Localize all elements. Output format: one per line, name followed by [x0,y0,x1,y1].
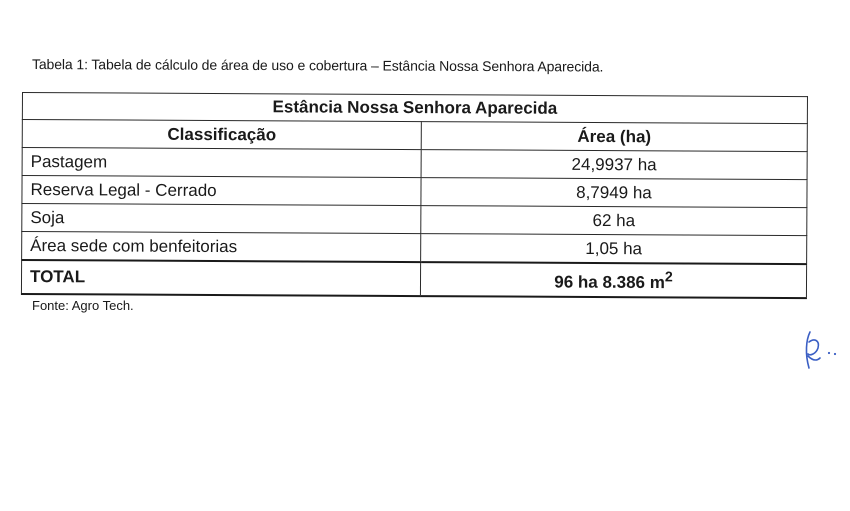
area-table [21,92,808,299]
row-classification: Área sede com benfeitorias [22,232,421,263]
table-header-row [22,120,807,152]
table-source: Fonte: Agro Tech. [32,298,134,313]
row-classification: Pastagem [22,148,421,178]
total-unit-superscript: 2 [664,269,673,286]
area-table-container [21,92,808,299]
row-classification: Soja [22,204,421,234]
table-title-row [22,93,807,124]
row-area: 8,7949 ha [421,178,807,208]
table-row [22,176,807,208]
row-classification: Reserva Legal - Cerrado [22,176,421,206]
handwritten-initial-signature [800,326,840,376]
total-label: TOTAL [21,260,420,296]
header-classification: Classificação [22,120,421,150]
header-area: Área (ha) [421,122,807,152]
row-area: 1,05 ha [421,234,807,265]
total-value: 96 ha 8.386 m [554,272,665,293]
row-area: 62 ha [421,206,807,236]
table-row [22,232,807,265]
table-caption: Tabela 1: Tabela de cálculo de área de uso e cobertura – Estância Nossa Senhora Aparecida. [31,56,604,75]
table-row [22,148,807,180]
table-title: Estância Nossa Senhora Aparecida [22,93,807,124]
row-area: 24,9937 ha [421,150,807,180]
total-value-cell [420,262,806,298]
table-total-row [21,260,806,298]
table-row [22,204,807,236]
